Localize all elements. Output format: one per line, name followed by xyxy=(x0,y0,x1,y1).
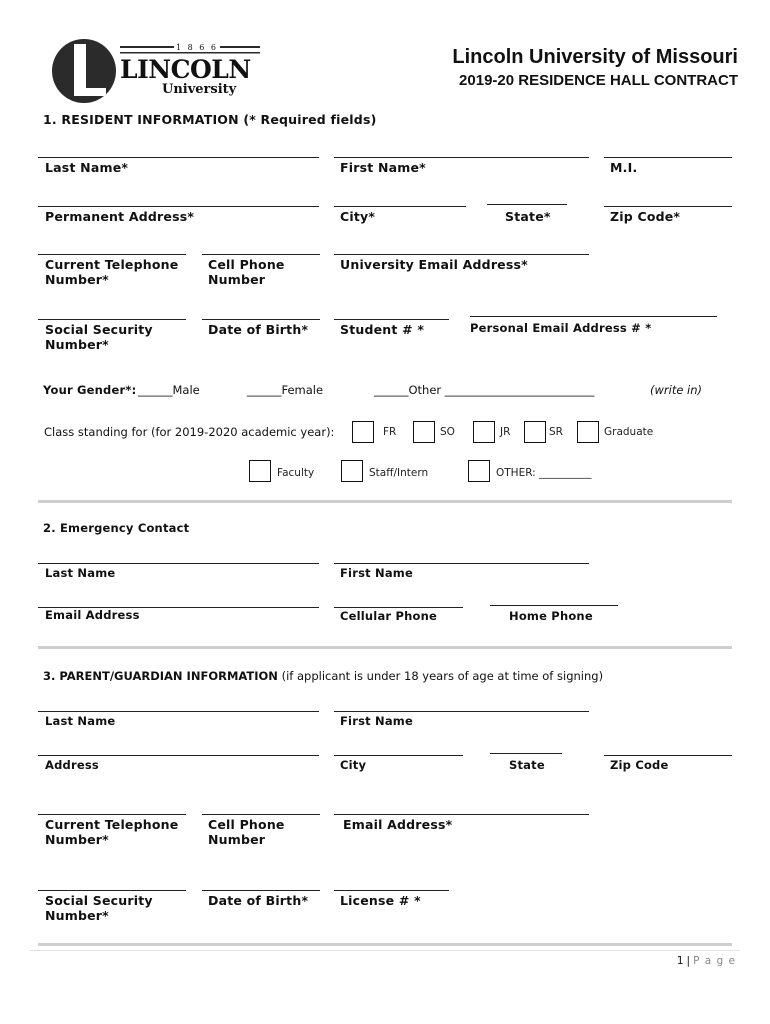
page-number-value: 1 xyxy=(676,955,684,967)
section1-heading: 1. RESIDENT INFORMATION (* Required fields) xyxy=(43,112,377,127)
gender-male-option[interactable]: ______Male xyxy=(138,383,200,397)
guardian-ssn-label-1: Social Security xyxy=(45,893,153,908)
page-number: 1 | P a g e xyxy=(676,955,736,967)
fr-checkbox[interactable] xyxy=(352,421,374,443)
guardian-city-label: City xyxy=(340,758,367,772)
last-name-label: Last Name* xyxy=(45,160,129,175)
faculty-checkbox[interactable] xyxy=(249,460,271,482)
student-number-field[interactable] xyxy=(334,319,449,320)
mi-label: M.I. xyxy=(610,160,638,175)
graduate-label: Graduate xyxy=(604,426,654,438)
guardian-last-name-label: Last Name xyxy=(45,714,116,728)
city-field[interactable] xyxy=(334,206,466,207)
page-word: P a g e xyxy=(693,955,736,967)
logo-sub: University xyxy=(162,82,237,97)
current-phone-field[interactable] xyxy=(38,254,186,255)
faculty-label: Faculty xyxy=(277,467,315,479)
guardian-state-label: State xyxy=(509,758,545,772)
guardian-cell-phone-field[interactable] xyxy=(202,814,320,815)
guardian-city-field[interactable] xyxy=(334,755,463,756)
logo-year: 1 8 6 6 xyxy=(176,43,218,52)
gender-female-option[interactable]: ______Female xyxy=(247,383,324,397)
section-divider-3 xyxy=(38,943,732,946)
other-label: OTHER: __________ xyxy=(496,467,592,479)
section-divider-1 xyxy=(38,500,732,503)
guardian-ssn-label-2: Number* xyxy=(45,908,109,923)
personal-email-label: Personal Email Address # * xyxy=(470,321,652,335)
state-label: State* xyxy=(505,209,551,224)
gender-write-in-hint: (write in) xyxy=(650,383,703,397)
logo-name: LINCOLN xyxy=(120,55,251,84)
guardian-email-label: Email Address* xyxy=(343,817,453,832)
first-name-field[interactable] xyxy=(334,157,589,158)
section2-heading: 2. Emergency Contact xyxy=(43,521,190,535)
guardian-address-label: Address xyxy=(45,758,99,772)
guardian-email-field[interactable] xyxy=(334,814,589,815)
footer-rule xyxy=(30,950,740,951)
last-name-field[interactable] xyxy=(38,157,319,158)
document-title: Lincoln University of Missouri xyxy=(452,46,738,68)
ssn-label-1: Social Security xyxy=(45,322,153,337)
zip-label: Zip Code* xyxy=(610,209,681,224)
guardian-dob-label: Date of Birth* xyxy=(208,893,309,908)
first-name-label: First Name* xyxy=(340,160,426,175)
section3-heading-bold: 3. PARENT/GUARDIAN INFORMATION xyxy=(43,669,278,683)
sr-checkbox[interactable] xyxy=(524,421,546,443)
guardian-current-phone-label-2: Number* xyxy=(45,832,109,847)
emergency-cell-field[interactable] xyxy=(334,607,463,608)
permanent-address-label: Permanent Address* xyxy=(45,209,195,224)
guardian-license-field[interactable] xyxy=(334,890,449,891)
section3-heading-note: (if applicant is under 18 years of age at time of signing) xyxy=(277,669,604,683)
emergency-first-name-label: First Name xyxy=(340,566,413,580)
fr-label: FR xyxy=(383,426,397,438)
staff-intern-label: Staff/Intern xyxy=(369,467,429,479)
emergency-email-label: Email Address xyxy=(45,608,140,622)
guardian-last-name-field[interactable] xyxy=(38,711,319,712)
other-checkbox[interactable] xyxy=(468,460,490,482)
guardian-cell-phone-label-1: Cell Phone xyxy=(208,817,285,832)
staff-intern-checkbox[interactable] xyxy=(341,460,363,482)
section3-heading xyxy=(43,669,603,683)
guardian-state-field[interactable] xyxy=(490,753,562,754)
cell-phone-field[interactable] xyxy=(202,254,320,255)
university-logo xyxy=(50,38,270,104)
guardian-first-name-label: First Name xyxy=(340,714,413,728)
ssn-field[interactable] xyxy=(38,319,186,320)
permanent-address-field[interactable] xyxy=(38,206,319,207)
sr-label: SR xyxy=(549,426,563,438)
university-email-label: University Email Address* xyxy=(340,257,528,272)
emergency-last-name-field[interactable] xyxy=(38,563,319,564)
current-phone-label-1: Current Telephone xyxy=(45,257,179,272)
guardian-first-name-field[interactable] xyxy=(334,711,589,712)
so-label: SO xyxy=(440,426,455,438)
zip-field[interactable] xyxy=(604,206,732,207)
university-email-field[interactable] xyxy=(334,254,589,255)
document-subtitle: 2019-20 RESIDENCE HALL CONTRACT xyxy=(459,72,738,89)
so-checkbox[interactable] xyxy=(413,421,435,443)
emergency-first-name-field[interactable] xyxy=(334,563,589,564)
dob-field[interactable] xyxy=(202,319,320,320)
emergency-cell-label: Cellular Phone xyxy=(340,609,437,623)
guardian-license-label: License # * xyxy=(340,893,421,908)
guardian-address-field[interactable] xyxy=(38,755,319,756)
cell-phone-label-1: Cell Phone xyxy=(208,257,285,272)
ssn-label-2: Number* xyxy=(45,337,109,352)
guardian-current-phone-field[interactable] xyxy=(38,814,186,815)
current-phone-label-2: Number* xyxy=(45,272,109,287)
graduate-checkbox[interactable] xyxy=(577,421,599,443)
state-field[interactable] xyxy=(487,204,567,205)
emergency-home-field[interactable] xyxy=(490,605,618,606)
guardian-ssn-field[interactable] xyxy=(38,890,186,891)
guardian-cell-phone-label-2: Number xyxy=(208,832,266,847)
personal-email-field[interactable] xyxy=(470,316,717,317)
guardian-dob-field[interactable] xyxy=(202,890,320,891)
guardian-zip-field[interactable] xyxy=(604,755,732,756)
dob-label: Date of Birth* xyxy=(208,322,309,337)
gender-other-option[interactable]: ______Other __________________________ xyxy=(374,383,595,397)
mi-field[interactable] xyxy=(604,157,732,158)
guardian-zip-label: Zip Code xyxy=(610,758,669,772)
guardian-current-phone-label-1: Current Telephone xyxy=(45,817,179,832)
gender-label: Your Gender*: xyxy=(43,383,137,397)
city-label: City* xyxy=(340,209,376,224)
jr-label: JR xyxy=(500,426,511,438)
student-number-label: Student # * xyxy=(340,322,425,337)
cell-phone-label-2: Number xyxy=(208,272,266,287)
emergency-last-name-label: Last Name xyxy=(45,566,116,580)
section-divider-2 xyxy=(38,646,732,649)
emergency-home-label: Home Phone xyxy=(509,609,593,623)
class-standing-label: Class standing for (for 2019-2020 academic year): xyxy=(44,425,335,439)
jr-checkbox[interactable] xyxy=(473,421,495,443)
